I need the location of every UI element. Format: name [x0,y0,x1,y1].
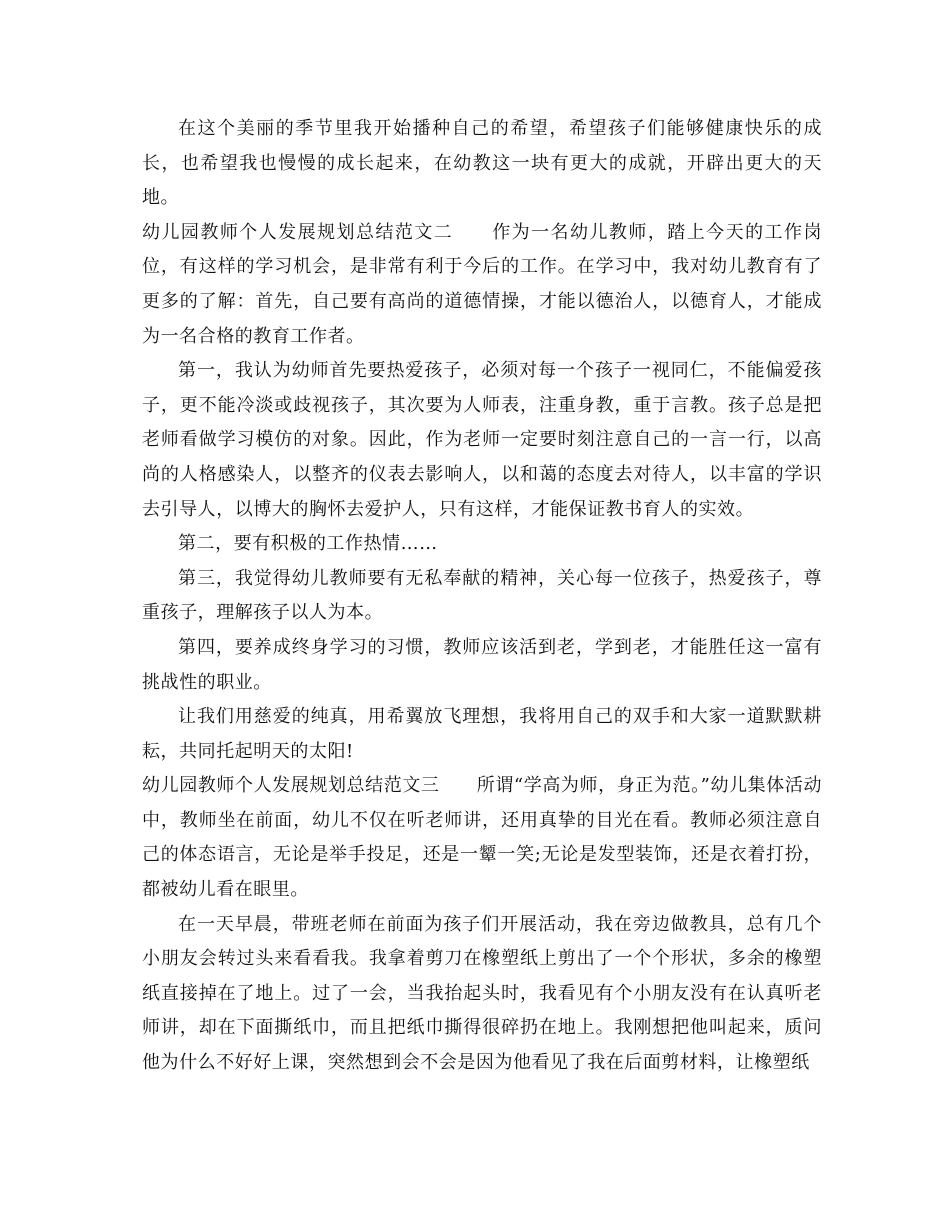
paragraph-text: 第一，我认为幼师首先要热爱孩子，必须对每一个孩子一视同仁，不能偏爱孩子，更不能冷淡或歧视孩子，其次要为人师表，注重身教，重于言教。孩子总是把老师看做学习模仿的对象。因此，作为老师一定要时刻注意自己的一言一行，以高尚的人格感染人，以整齐的仪表去影响人，以和蔼的态度去对待人，以丰富的学识去引导人，以博大的胸怀去爱护人，只有这样，才能保证教书育人的实效。 [142,360,822,520]
paragraph-text: 在一天早晨，带班老师在前面为孩子们开展活动，我在旁边做教具，总有几个小朋友会转过头来看看我。我拿着剪刀在橡塑纸上剪出了一个个形状，多余的橡塑纸直接掉在了地上。过了一会，当我抬起头时，我看见有个小朋友没有在认真听老师讲，却在下面撕纸巾，而且把纸巾撕得很碎扔在地上。我刚想把他叫起来，质问他为什么不好好上课，突然想到会不会是因为他看见了我在后面剪材料，让橡塑纸 [142,913,822,1074]
heading-gap [440,775,477,796]
paragraph-2 [142,216,822,354]
paragraph-7 [142,700,822,769]
paragraph-text: 第四，要养成终身学习的习惯，教师应该活到老，学到老，才能胜任这一富有挑战性的职业。 [142,636,822,693]
paragraph-text: 让我们用慈爱的纯真，用希翼放飞理想，我将用自己的双手和大家一道默默耕耘，共同托起明天的太阳! [142,706,822,762]
paragraph-8 [142,769,822,907]
paragraph-6 [142,631,822,700]
document-body [142,112,822,1081]
paragraph-text: 所谓“学高为师，身正为范。”幼儿集体活动中，教师坐在前面，幼儿不仅在听老师讲，还用真挚的目光在看。教师必须注意自己的体态语言，无论是举手投足，还是一颦一笑;无论是发型装饰，还是衣着打扮，都被幼儿看在眼里。 [142,775,822,901]
section-heading-2: 幼儿园教师个人发展规划总结范文二 [142,221,454,243]
heading-gap [453,222,492,243]
section-heading-3: 幼儿园教师个人发展规划总结范文三 [142,775,440,797]
paragraph-9 [142,908,822,1081]
paragraph-text: 在这个美丽的季节里我开始播种自己的希望，希望孩子们能够健康快乐的成长，也希望我也慢慢的成长起来，在幼教这一块有更大的成就，开辟出更大的天地。 [142,118,822,209]
paragraph-5 [142,562,822,631]
paragraph-text: 作为一名幼儿教师，踏上今天的工作岗位，有这样的学习机会，是非常有利于今后的工作。在学习中，我对幼儿教育有了更多的了解：首先，自己要有高尚的道德情操，才能以德治人，以德育人，才能成为一名合格的教育工作者。 [142,221,822,347]
paragraph-3 [142,354,822,527]
paragraph-1 [142,112,822,216]
paragraph-text: 第二，要有积极的工作热情…… [178,533,438,555]
paragraph-text: 第三，我觉得幼儿教师要有无私奉献的精神，关心每一位孩子，热爱孩子，尊重孩子，理解孩子以人为本。 [142,567,822,624]
paragraph-4 [142,527,822,562]
